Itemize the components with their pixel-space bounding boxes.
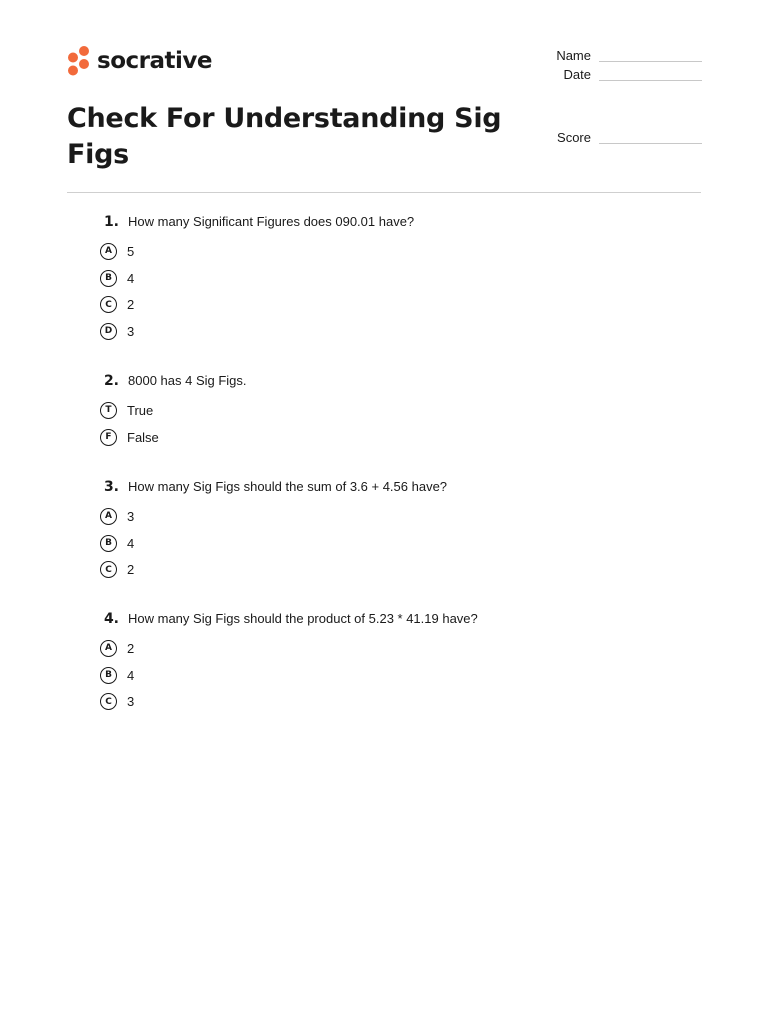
brand-name: socrative	[97, 47, 212, 74]
option-text: 2	[127, 297, 135, 313]
score-field[interactable]	[530, 130, 702, 148]
question-2	[96, 373, 696, 450]
answer-bubble[interactable]: B	[100, 270, 117, 287]
question-number: 4.	[103, 611, 119, 627]
question-text: How many Significant Figures does 090.01 have?	[128, 214, 415, 229]
name-field[interactable]	[530, 48, 702, 66]
question-number: 3.	[103, 479, 119, 495]
socrative-logo	[67, 45, 212, 77]
date-label: Date	[563, 67, 591, 82]
option-text: 5	[127, 243, 135, 259]
answer-bubble[interactable]: C	[100, 561, 117, 578]
option-b[interactable]	[96, 662, 696, 689]
name-label: Name	[556, 48, 591, 63]
option-b[interactable]	[96, 265, 696, 292]
option-text: 2	[127, 562, 135, 578]
name-line	[599, 61, 702, 62]
answer-bubble[interactable]: D	[100, 323, 117, 340]
option-c[interactable]	[96, 291, 696, 318]
option-text: False	[127, 429, 159, 445]
question-3	[96, 479, 696, 583]
answer-options	[96, 503, 696, 583]
answer-options	[96, 397, 696, 450]
option-a[interactable]	[96, 635, 696, 662]
option-true[interactable]	[96, 397, 696, 424]
answer-bubble[interactable]: A	[100, 508, 117, 525]
option-text: True	[127, 402, 154, 418]
option-false[interactable]	[96, 424, 696, 451]
question-number: 2.	[103, 373, 119, 389]
option-text: 3	[127, 694, 135, 710]
option-text: 3	[127, 508, 135, 524]
option-c[interactable]	[96, 556, 696, 583]
option-d[interactable]	[96, 318, 696, 345]
answer-bubble[interactable]: A	[100, 640, 117, 657]
question-4	[96, 611, 696, 715]
question-text: How many Sig Figs should the product of 5.23 * 41.19 have?	[128, 611, 478, 626]
option-text: 4	[127, 667, 135, 683]
answer-bubble[interactable]: B	[100, 667, 117, 684]
score-line	[599, 143, 702, 144]
answer-bubble[interactable]: F	[100, 429, 117, 446]
date-line	[599, 80, 702, 81]
option-b[interactable]	[96, 530, 696, 557]
option-text: 4	[127, 535, 135, 551]
answer-bubble[interactable]: C	[100, 296, 117, 313]
score-label: Score	[557, 130, 591, 145]
answer-bubble[interactable]: B	[100, 535, 117, 552]
answer-bubble[interactable]: T	[100, 402, 117, 419]
question-number: 1.	[103, 214, 119, 230]
socrative-logo-icon	[67, 45, 91, 77]
date-field[interactable]	[530, 67, 702, 85]
option-text: 4	[127, 270, 135, 286]
answer-bubble[interactable]: A	[100, 243, 117, 260]
option-c[interactable]	[96, 688, 696, 715]
option-text: 2	[127, 640, 135, 656]
question-text: 8000 has 4 Sig Figs.	[128, 373, 247, 388]
header-divider	[67, 192, 701, 193]
page-title: Check For Understanding Sig Figs	[67, 103, 502, 170]
answer-options	[96, 238, 696, 345]
answer-bubble[interactable]: C	[100, 693, 117, 710]
question-text: How many Sig Figs should the sum of 3.6 + 4.56 have?	[128, 479, 448, 494]
option-a[interactable]	[96, 238, 696, 265]
option-text: 3	[127, 323, 135, 339]
question-1	[96, 214, 696, 345]
answer-options	[96, 635, 696, 715]
option-a[interactable]	[96, 503, 696, 530]
